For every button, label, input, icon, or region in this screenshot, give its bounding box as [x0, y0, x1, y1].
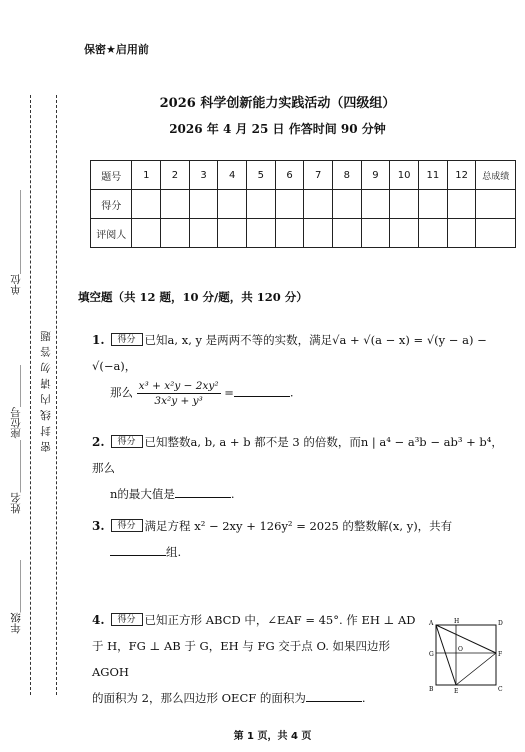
line-AF: [436, 625, 496, 653]
question-1: 1. 得分 已知a, x, y 是两两不等的实数，满足√a + √(a − x) = √(y − a) − √(−a)， 那么 $\frac{\text{x³ + x²y − 2xy²}}{\text{3x²y + y³}}$ = .: [92, 333, 487, 407]
question-3-number: 3.: [92, 519, 105, 533]
label-D: D: [498, 620, 503, 627]
question-3-text: 满足方程 x² − 2xy + 126y² = 2025 的整数解(x, y)，共有: [144, 519, 453, 533]
line-AE: [436, 625, 456, 685]
score-col-4: 4: [218, 161, 247, 190]
label-F: F: [498, 651, 503, 658]
score-row: [91, 190, 516, 219]
binding-line-outer: [30, 95, 31, 695]
score-col-3: 3: [189, 161, 218, 190]
score-table-head-label: 题号: [91, 161, 132, 190]
label-C: C: [498, 686, 503, 693]
score-col-7: 7: [304, 161, 333, 190]
label-H: H: [454, 618, 460, 625]
score-table: [90, 160, 516, 248]
score-col-1: 1: [132, 161, 161, 190]
question-2: 2. 得分 已知整数a, b, a + b 都不是 3 的倍数，而n | a⁴ − a³b − ab³ + b⁴，那么 n的最大值是 .: [92, 435, 503, 501]
label-O: O: [458, 646, 463, 653]
page-footer: 第 1 页，共 4 页: [233, 731, 312, 742]
score-row-label: 得分: [91, 190, 132, 219]
label-G: G: [429, 651, 434, 658]
side-seat-label: 座位号＿＿＿＿: [10, 365, 22, 439]
score-col-9: 9: [361, 161, 390, 190]
section-title: 填空题（共 12 题，10 分/题，共 120 分）: [78, 290, 308, 304]
score-badge: 得分: [111, 333, 143, 346]
score-badge: 得分: [111, 519, 143, 532]
question-4: 4. 得分 已知正方形 ABCD 中，∠EAF = 45°. 作 EH ⊥ AD 于 H，FG ⊥ AB 于 G，EH 与 FG 交于点 O. 如果四边形 AGOH 的面积为 2，那么四边形 OECF 的面积为 .: [92, 613, 416, 705]
answer-blank-3[interactable]: [110, 544, 166, 556]
geometry-figure: [428, 617, 504, 697]
date-line: 2026 年 4 月 25 日 作答时间 90 分钟: [169, 122, 386, 136]
question-1-number: 1.: [92, 333, 105, 347]
confidential-label: 保密★启用前: [84, 43, 149, 56]
score-col-2: 2: [161, 161, 190, 190]
page-title: 2026 科学创新能力实践活动（四级组）: [159, 96, 396, 111]
question-4-text: 已知正方形 ABCD 中，∠EAF = 45°. 作 EH ⊥ AD: [144, 613, 416, 627]
score-col-11: 11: [418, 161, 447, 190]
label-E: E: [454, 688, 459, 695]
score-col-12: 12: [447, 161, 476, 190]
score-col-10: 10: [390, 161, 419, 190]
question-3: 3. 得分 满足方程 x² − 2xy + 126y² = 2025 的整数解(x, y)，共有 组.: [92, 519, 453, 559]
reviewer-row-label: 评阅人: [91, 219, 132, 248]
side-grade-label: 年级＿＿＿＿＿: [10, 560, 22, 634]
score-table-header-row: [91, 161, 516, 190]
question-1-text: 已知a, x, y 是两两不等的实数，满足√a + √(a − x) = √(y − a) − √(−a)，: [92, 333, 487, 373]
score-col-6: 6: [275, 161, 304, 190]
label-B: B: [429, 686, 434, 693]
answer-blank-1[interactable]: [234, 385, 290, 397]
question-2-number: 2.: [92, 435, 105, 449]
score-col-8: 8: [332, 161, 361, 190]
answer-blank-2[interactable]: [175, 486, 231, 498]
side-unit-label: 单位＿＿＿＿＿＿＿＿: [10, 190, 22, 295]
binding-line-inner: [56, 95, 57, 695]
side-name-label: 姓名＿＿＿＿＿: [10, 440, 22, 514]
line-EF: [456, 653, 496, 685]
question-1-fraction: $\frac{\text{x³ + x²y − 2xy²}}{\text{3x²y + y³}}$: [138, 380, 219, 407]
score-col-total: 总成绩: [476, 161, 516, 190]
score-badge: 得分: [111, 613, 143, 626]
side-notice: 密 封 线 内 请 勿 答 题: [40, 330, 52, 453]
question-2-text: 已知整数a, b, a + b 都不是 3 的倍数，而n | a⁴ − a³b − ab³ + b⁴，那么: [92, 435, 503, 475]
reviewer-row: [91, 219, 516, 248]
label-A: A: [429, 620, 434, 627]
question-4-number: 4.: [92, 613, 105, 627]
score-col-5: 5: [247, 161, 276, 190]
answer-blank-4[interactable]: [306, 690, 362, 702]
score-badge: 得分: [111, 435, 143, 448]
